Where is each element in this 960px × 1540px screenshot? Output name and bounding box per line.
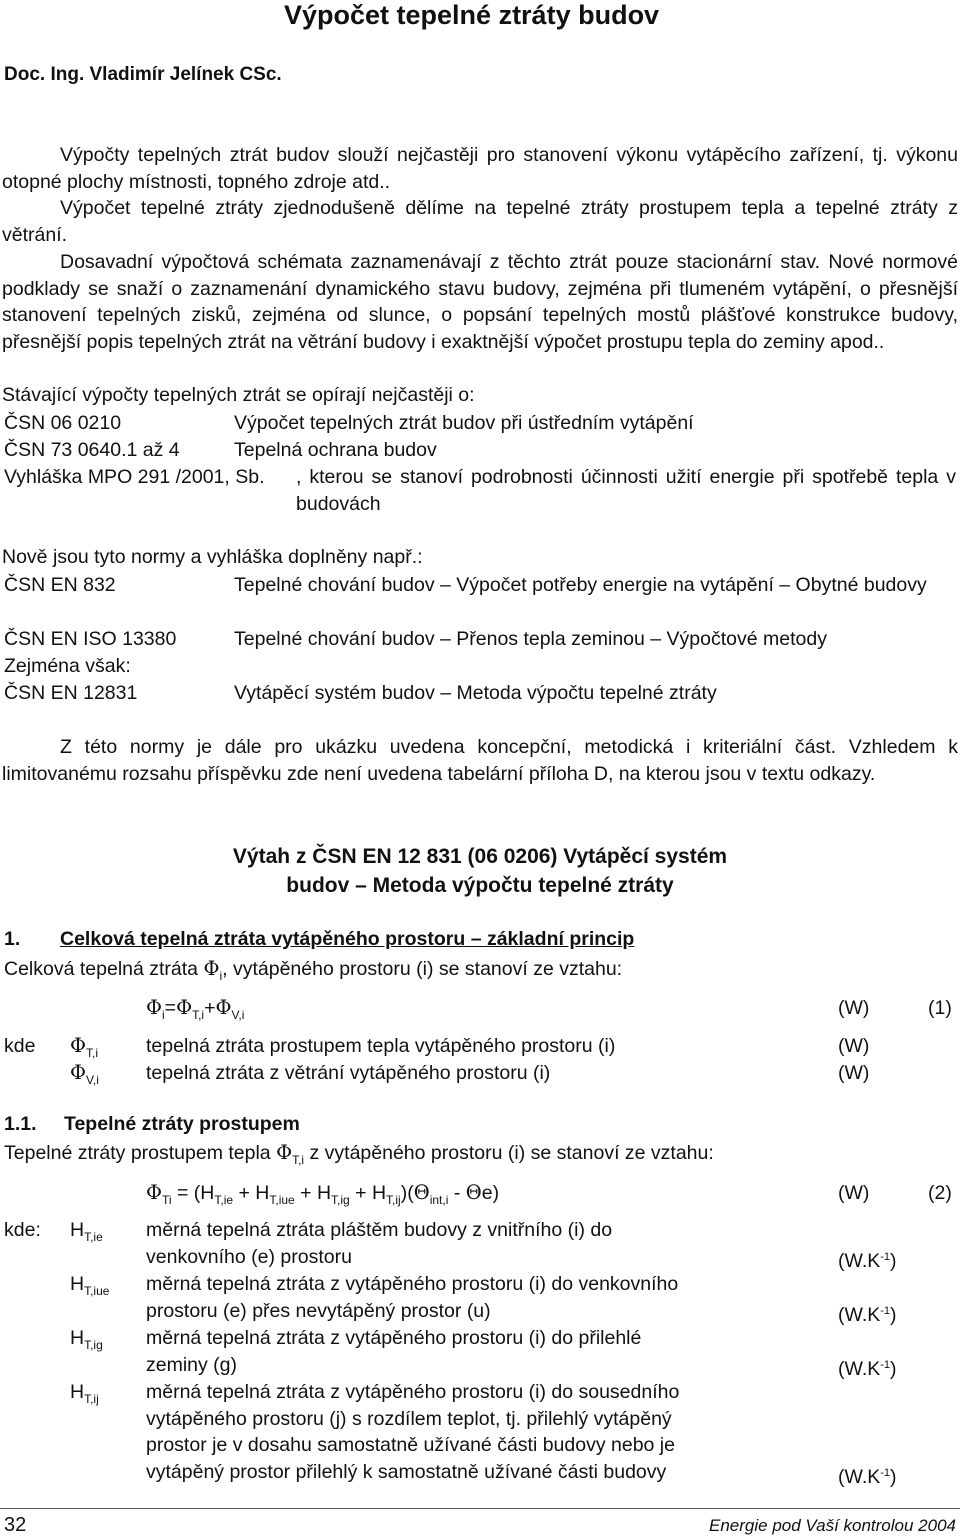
definition-text: tepelná ztráta z větrání vytápěného prostoru (i) xyxy=(146,1062,551,1084)
equation-2-unit: (W) xyxy=(838,1182,870,1204)
standard-row xyxy=(0,437,960,464)
equation-2-number: (2) xyxy=(928,1182,952,1204)
standard-description: Výpočet tepelných ztrát budov při ústředním vytápění xyxy=(234,412,694,434)
definition-unit: $(W.K^{-1})$ xyxy=(838,1466,897,1488)
definition-unit: $(W.K^{-1})$ xyxy=(838,1304,897,1326)
phi-symbol: Φ xyxy=(203,957,220,980)
definition-unit: $(W.K^{-1})$ xyxy=(838,1358,897,1380)
definition-unit: (W) xyxy=(838,1062,870,1084)
equation-1-unit: (W) xyxy=(838,997,870,1019)
new-standards-intro: Nově jsou tyto normy a vyhláška doplněny např.: xyxy=(2,546,423,568)
standard-code: Vyhláška MPO 291 /2001, Sb. xyxy=(4,466,265,488)
symbol-phi-ti: $\Phi_{T,i}$ xyxy=(70,1034,98,1060)
standard-row xyxy=(0,464,960,518)
definition-text: tepelná ztráta prostupem tepla vytápěného prostoru (i) xyxy=(146,1035,616,1057)
definition-text: měrná tepelná ztráta pláštěm budovy z vnitřního (i) do venkovního (e) prostoru xyxy=(146,1219,613,1268)
section-1-1-title: Tepelné ztráty prostupem xyxy=(64,1113,300,1135)
section-1-1-number: 1.1. xyxy=(4,1113,37,1135)
publication-name: Energie pod Vaší kontrolou 2004 xyxy=(709,1516,956,1535)
section-1-intro: Celková tepelná ztráta $\Phi_i$, vytápěného prostoru (i) se stanoví ze vztahu: xyxy=(4,957,623,983)
standard-code: ČSN EN ISO 13380 xyxy=(4,628,177,650)
standard-code: ČSN 73 0640.1 až 4 xyxy=(4,439,180,461)
intro-paragraph-1: Výpočty tepelných ztrát budov slouží nejčastěji pro stanovení výkonu vytápěcího zařízení, tj. výkonu otopné plochy místnosti, topného zdroje atd.. xyxy=(2,144,958,193)
definition-text: měrná tepelná ztráta z vytápěného prostoru (i) do venkovního prostoru (e) přes nevytápěný prostor (u) xyxy=(146,1273,679,1322)
section-1-title: Celková tepelná ztráta vytápěného prostoru – základní princip xyxy=(60,928,635,950)
symbol-h-tig: $H_{T,ig}$ xyxy=(70,1327,103,1352)
symbol-phi-vi: $\Phi_{V,i}$ xyxy=(70,1061,99,1087)
symbol-h-tie: $H_{T,ie}$ xyxy=(70,1219,103,1244)
footer-divider xyxy=(0,1508,960,1509)
standard-description: Tepelné chování budov – Výpočet potřeby energie na vytápění – Obytné budovy xyxy=(234,574,927,596)
extract-title-line-1: Výtah z ČSN EN 12 831 (06 0206) Vytápěcí systém xyxy=(232,845,728,868)
intro-paragraph-2: Výpočet tepelné ztráty zjednodušeně dělíme na tepelné ztráty prostupem tepla a tepelné ztráty z větrání. xyxy=(2,197,958,246)
standard-row xyxy=(0,572,960,626)
where-label: kde: xyxy=(4,1219,41,1241)
standard-description: Tepelné chování budov – Přenos tepla zeminou – Výpočtové metody xyxy=(234,628,827,650)
definition-text: měrná tepelná ztráta z vytápěného prostoru (i) do sousedního vytápěného prostoru (j) s rozdílem teplot, tj. přilehlý vytápěný prostor je v dosahu samostatně užívané části budovy nebo je vytápěný prostor přilehlý k samostatně užívané části budovy xyxy=(146,1381,680,1483)
section-1-1-intro: Tepelné ztráty prostupem tepla $\Phi_{T,i}$ z vytápěného prostoru (i) se stanoví ze vztahu: xyxy=(4,1141,714,1167)
page-title: Výpočet tepelné ztráty budov xyxy=(284,0,660,30)
standard-code: ČSN 06 0210 xyxy=(4,412,122,434)
extract-title-line-2: budov – Metoda výpočtu tepelné ztráty xyxy=(286,874,674,897)
where-label: kde xyxy=(4,1035,36,1057)
standard-description: , kterou se stanoví podrobnosti účinnosti užití energie při spotřebě tepla v budovách xyxy=(296,466,956,515)
equation-1-number: (1) xyxy=(928,997,952,1019)
definition-unit: (W) xyxy=(838,1035,870,1057)
standard-row xyxy=(0,626,960,653)
intro-paragraph-3: Dosavadní výpočtová schémata zaznamenávají z těchto ztrát pouze stacionární stav. Nové normové podklady se snaží o zaznamenání dynamického stavu budovy, zejména při tlumeném vytápění, o přesnější stanovení tepelných zisků, zejména od slunce, o popsání tepelných mostů plášťové konstrukce budovy, přesnější popis tepelných ztrát na větrání budovy i exaktnější výpočet prostupu tepla do zeminy apod.. xyxy=(2,251,958,353)
standard-code: ČSN EN 12831 xyxy=(4,682,138,704)
standard-description: Tepelná ochrana budov xyxy=(234,439,437,461)
symbol-h-tij: $H_{T,ij}$ xyxy=(70,1381,99,1406)
standard-description: Vytápěcí systém budov – Metoda výpočtu tepelné ztráty xyxy=(234,682,717,704)
definition-text: měrná tepelná ztráta z vytápěného prostoru (i) do přilehlé zeminy (g) xyxy=(146,1327,642,1376)
intro-paragraph-4: Stávající výpočty tepelných ztrát se opírají nejčastěji o: xyxy=(2,384,475,406)
author: Doc. Ing. Vladimír Jelínek CSc. xyxy=(4,64,282,85)
section-1-number: 1. xyxy=(4,928,21,950)
especially-label: Zejména však: xyxy=(4,655,131,677)
standard-code: ČSN EN 832 xyxy=(4,574,116,596)
equation-1: $\Phi_i=\Phi_{T,i}+\Phi_{V,i}$ xyxy=(146,996,245,1022)
standard-row xyxy=(0,410,960,437)
definition-unit: $(W.K^{-1})$ xyxy=(838,1250,897,1272)
equation-2: $\Phi_{Ti} = (H_{T,ie} + H_{T,iue} + H_{T,ig} + H_{T,ij})(\Theta_{int,i} - \Theta e)$ xyxy=(146,1181,500,1207)
page-number: 32 xyxy=(4,1514,27,1536)
standard-row xyxy=(0,680,960,707)
symbol-h-tiue: $H_{T,iue}$ xyxy=(70,1273,110,1298)
note-paragraph: Z této normy je dále pro ukázku uvedena koncepční, metodická i kriteriální část. Vzhledem k limitovanému rozsahu příspěvku zde není uvedena tabelární příloha D, na kterou jsou v textu odkazy. xyxy=(2,736,958,785)
